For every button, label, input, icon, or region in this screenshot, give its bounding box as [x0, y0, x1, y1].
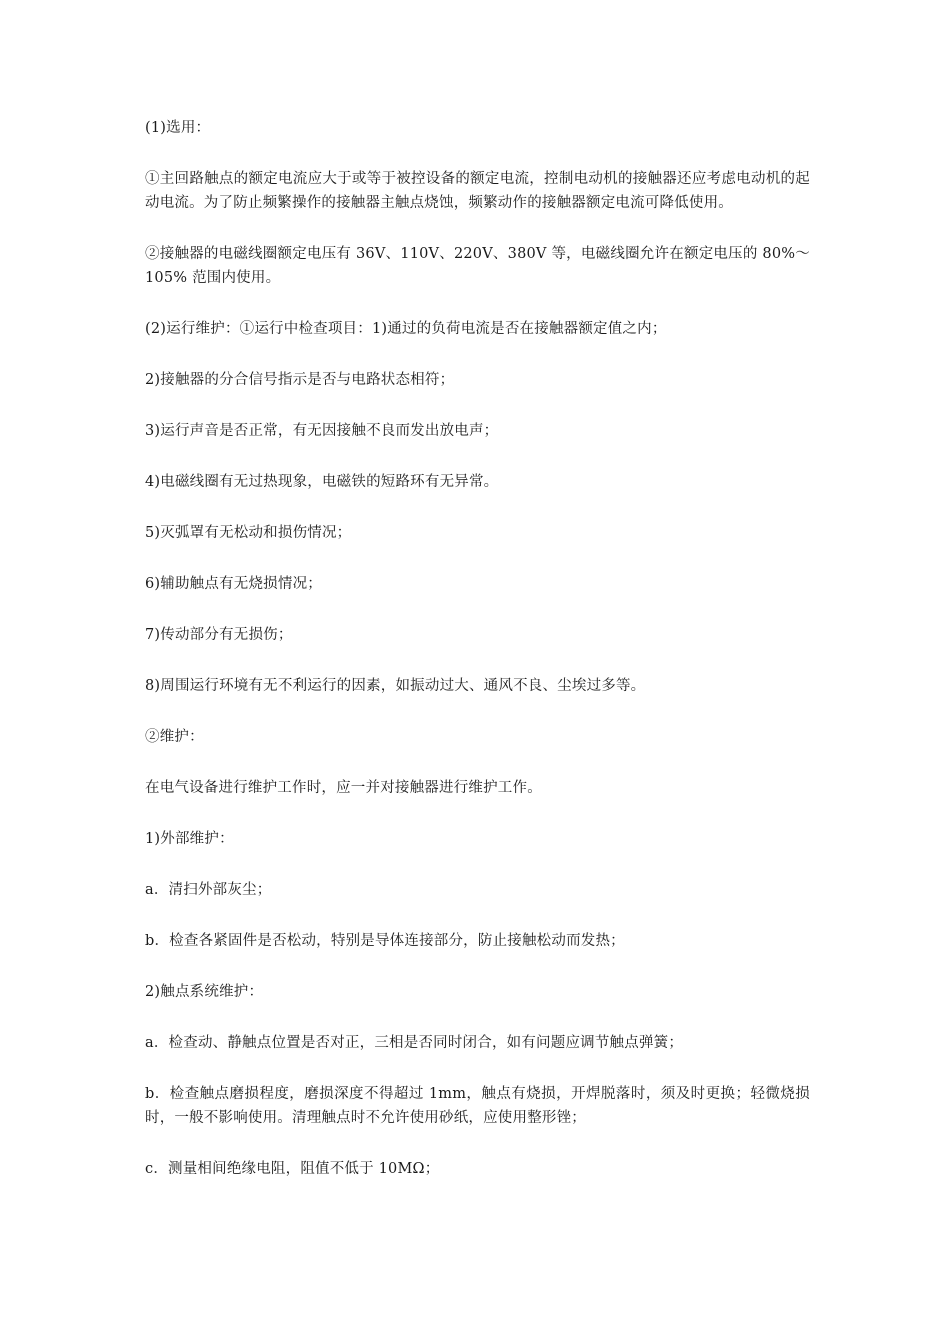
list-item-check-6: 6)辅助触点有无烧损情况；	[145, 576, 322, 592]
heading-contact-maintenance: 2)触点系统维护：	[145, 984, 264, 1000]
list-item-contact-a: a．检查动、静触点位置是否对正，三相是否同时闭合，如有问题应调节触点弹簧；	[145, 1035, 684, 1051]
list-item-check-3: 3)运行声音是否正常，有无因接触不良而发出放电声；	[145, 423, 499, 439]
list-item-check-5: 5)灭弧罩有无松动和损伤情况；	[145, 525, 352, 541]
list-item-contact-c: c．测量相间绝缘电阻，阻值不低于 10MΩ；	[145, 1161, 440, 1177]
list-item-check-4: 4)电磁线圈有无过热现象，电磁铁的短路环有无异常。	[145, 474, 499, 490]
heading-selection: (1)选用：	[145, 120, 211, 136]
list-item-check-7: 7)传动部分有无损伤；	[145, 627, 293, 643]
list-item-check-8: 8)周围运行环境有无不利运行的因素，如振动过大、通风不良、尘埃过多等。	[145, 678, 646, 694]
paragraph-rated-current: ①主回路触点的额定电流应大于或等于被控设备的额定电流，控制电动机的接触器还应考虑电动机的起动电流。为了防止频繁操作的接触器主触点烧蚀，频繁动作的接触器额定电流可降低使用。	[145, 171, 810, 211]
heading-operation-maintenance: (2)运行维护：①运行中检查项目：1)通过的负荷电流是否在接触器额定值之内；	[145, 321, 667, 337]
paragraph-coil-voltage: ②接触器的电磁线圈额定电压有 36V、110V、220V、380V 等，电磁线圈允许在额定电压的 80%～105% 范围内使用。	[145, 246, 810, 286]
heading-external-maintenance: 1)外部维护：	[145, 831, 234, 847]
document-page	[145, 116, 810, 1208]
list-item-external-a: a．清扫外部灰尘；	[145, 882, 272, 898]
list-item-external-b: b．检查各紧固件是否松动，特别是导体连接部分，防止接触松动而发热；	[145, 933, 625, 949]
heading-maintenance: ②维护：	[145, 729, 204, 745]
list-item-contact-b: b．检查触点磨损程度，磨损深度不得超过 1mm，触点有烧损，开焊脱落时，须及时更换；轻微烧损时，一般不影响使用。清理触点时不允许使用砂纸，应使用整形锉；	[145, 1086, 810, 1126]
list-item-check-2: 2)接触器的分合信号指示是否与电路状态相符；	[145, 372, 455, 388]
paragraph-maintenance-intro: 在电气设备进行维护工作时，应一并对接触器进行维护工作。	[145, 780, 542, 796]
